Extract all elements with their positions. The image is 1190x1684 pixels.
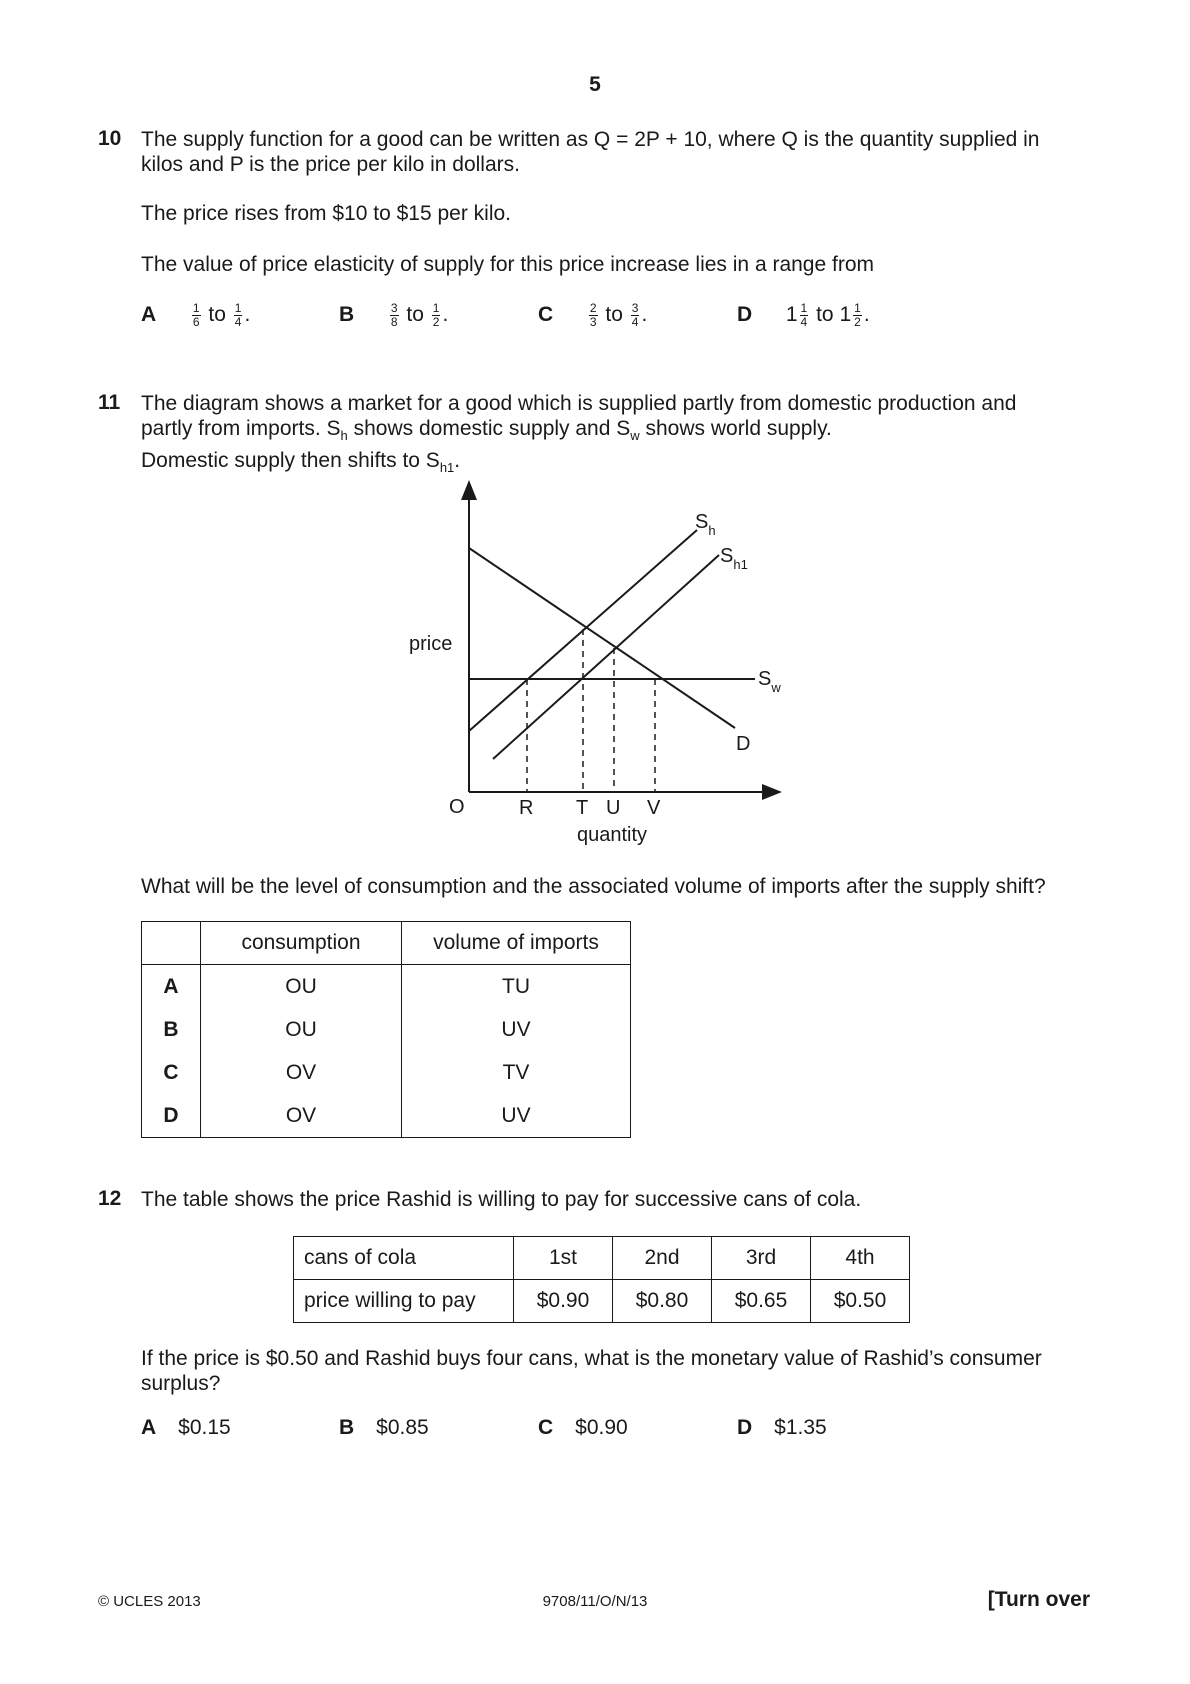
x-axis-label: quantity — [577, 824, 648, 846]
tick-t: T — [576, 797, 589, 819]
header-blank — [142, 922, 201, 965]
tick-r: R — [519, 797, 534, 819]
fraction: $\frac{1}{2}$ — [854, 301, 861, 329]
fraction: $\frac{1}{2}$ — [432, 301, 440, 329]
option-letter: B — [339, 303, 355, 327]
turn-over: [Turn over — [987, 1588, 1090, 1611]
fraction: $\frac{3}{8}$ — [390, 301, 398, 329]
q10-option-a[interactable]: A $\frac{1}{6}$ to $\frac{1}{4}$ . — [141, 301, 251, 329]
q10-price-rise: The price rises from $10 to $15 per kilo. — [141, 202, 512, 225]
fraction: $\frac{1}{4}$ — [234, 301, 242, 329]
table-row: price willing to pay $0.90 $0.80 $0.65 $0.50 — [294, 1280, 910, 1323]
q11-answer-table — [141, 921, 631, 1138]
origin-label: O — [449, 796, 465, 818]
tick-u: U — [606, 797, 621, 819]
q12-question: If the price is $0.50 and Rashid buys four cans, what is the monetary value of Rashid’s consumer surplus? — [141, 1347, 1042, 1395]
label-sh: $S_h$ — [695, 511, 716, 538]
q12-price-table — [293, 1236, 910, 1323]
tick-v: V — [647, 797, 661, 819]
q11-question: What will be the level of consumption and the associated volume of imports after the supply shift? — [141, 875, 1046, 898]
q10-line-1: The supply function for a good can be written as Q = 2P + 10, where Q is the quantity supplied in — [141, 128, 1040, 151]
label-sw: $S_w$ — [758, 668, 781, 695]
q12-number: 12 — [98, 1187, 122, 1210]
header-imports: volume of imports — [402, 922, 631, 965]
q10-stem — [141, 127, 1101, 177]
q11-number: 11 — [98, 391, 121, 414]
supply-demand-diagram — [390, 480, 810, 850]
q12-option-b[interactable]: B $0.85 — [339, 1416, 429, 1439]
option-letter: C — [538, 303, 554, 327]
table-row[interactable]: A OU TU — [142, 965, 631, 1009]
table-row[interactable]: B OU UV — [142, 1008, 631, 1051]
q10-option-d[interactable]: D 1 $\frac{1}{4}$ to 1 $\frac{1}{2}$ . — [737, 301, 870, 329]
option-letter: D — [737, 303, 753, 327]
q11-line-1: The diagram shows a market for a good which is supplied partly from domestic production and — [141, 392, 1017, 415]
fraction: $\frac{2}{3}$ — [589, 301, 597, 329]
demand-curve — [469, 548, 735, 728]
q10-number: 10 — [98, 127, 122, 150]
fraction: $\frac{1}{4}$ — [800, 301, 808, 329]
fraction: $\frac{1}{6}$ — [192, 301, 200, 329]
q11-line-3: Domestic supply then shifts to $S_{h1}$. — [141, 449, 461, 476]
header-consumption: consumption — [201, 922, 402, 965]
q10-option-b[interactable]: B $\frac{3}{8}$ to $\frac{1}{2}$ . — [339, 301, 449, 329]
q12-option-c[interactable]: C $0.90 — [538, 1416, 628, 1439]
table-row: cans of cola 1st 2nd 3rd 4th — [294, 1237, 910, 1280]
label-sh1: $S_{h1}$ — [720, 545, 748, 572]
y-axis-label: price — [409, 633, 453, 655]
q12-option-a[interactable]: A $0.15 — [141, 1416, 231, 1439]
footer-copyright: © UCLES 2013 — [98, 1593, 201, 1610]
option-letter: A — [141, 303, 157, 327]
label-d: D — [736, 733, 751, 755]
q10-line-2: kilos and P is the price per kilo in dollars. — [141, 153, 520, 176]
table-row[interactable]: D OV UV — [142, 1094, 631, 1138]
q11-line-2: partly from imports. $S_h$ shows domestic supply and $S_w$ shows world supply. — [141, 417, 832, 444]
q10-option-c[interactable]: C $\frac{2}{3}$ to $\frac{3}{4}$ . — [538, 301, 648, 329]
q10-question: The value of price elasticity of supply for this price increase lies in a range from — [141, 253, 875, 276]
footer-code: 9708/11/O/N/13 — [542, 1593, 648, 1610]
q11-stem — [141, 391, 1101, 480]
fraction: $\frac{3}{4}$ — [631, 301, 639, 329]
table-row[interactable]: C OV TV — [142, 1051, 631, 1094]
q12-stem: The table shows the price Rashid is willing to pay for successive cans of cola. — [141, 1188, 862, 1211]
page-number: 5 — [589, 73, 601, 96]
q12-option-d[interactable]: D $1.35 — [737, 1416, 827, 1439]
